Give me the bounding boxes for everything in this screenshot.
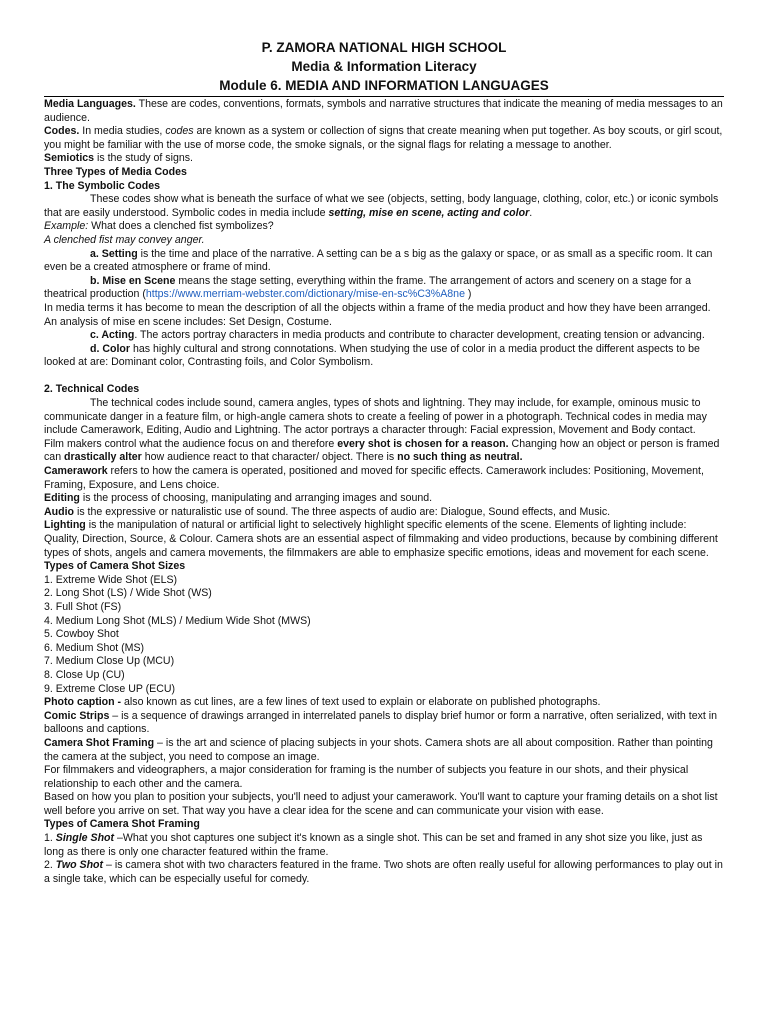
document-body [44, 98, 724, 886]
term-two-shot: Two Shot [55, 859, 104, 872]
list-item: 4. Medium Long Shot (MLS) / Medium Wide Shot (MWS) [44, 614, 311, 627]
merriam-webster-link[interactable]: https://www.merriam-webster.com/dictionary/mise-en-sc%C3%A8ne [145, 288, 465, 301]
list-item: 6. Medium Shot (MS) [44, 641, 145, 654]
shot-sizes-list [44, 574, 724, 696]
term-semiotics: Semiotics [44, 152, 95, 165]
term-color: d. Color [90, 342, 131, 355]
term-mise-en-scene: b. Mise en Scene [90, 274, 176, 287]
shot-framing-paragraph: Camera Shot Framing – is the art and science of placing subjects in your shots. Camera shots are all about composition. Rather than pointing the camera at the subject, you need to compose an image. [44, 736, 713, 763]
example-answer: A clenched fist may convey anger. [44, 233, 205, 246]
mise-en-scene-more: In media terms it has become to mean the description of all the objects within a frame of the media product and how they have been arranged. An analysis of mise en scene includes: Set Design, Costume. [44, 301, 711, 328]
list-item: 1. Extreme Wide Shot (ELS) [44, 573, 178, 586]
camerawork-paragraph: Camerawork refers to how the camera is operated, positioned and moved for specific effects. Camerawork includes: Positioning, Movement, Framing, Exposure, and Lens choice. [44, 465, 704, 491]
list-item: 8. Close Up (CU) [44, 668, 125, 681]
list-item: 9. Extreme Close UP (ECU) [44, 682, 176, 695]
heading-framing-types: Types of Camera Shot Framing [44, 818, 200, 831]
subject-title: Media & Information Literacy [291, 59, 477, 74]
symbolic-codes-paragraph: These codes show what is beneath the surface of what we see (objects, setting, body language, clothing, color, etc.) or iconic symbols that are easily understood. Symbolic codes in media include setting, mise en scene, acting and color. [44, 193, 719, 219]
list-item: 2. Long Shot (LS) / Wide Shot (WS) [44, 587, 212, 600]
term-single-shot: Single Shot [55, 832, 115, 845]
term-setting: a. Setting [90, 247, 138, 260]
list-item: 5. Cowboy Shot [44, 628, 119, 641]
list-item: 3. Full Shot (FS) [44, 600, 122, 613]
film-makers-paragraph: Film makers control what the audience focus on and therefore every shot is chosen for a reason. Changing how an object or person is framed can drastically alter how audience react to that character/ object. There is no such thing as neutral. [44, 437, 720, 464]
two-shot-paragraph: 2. Two Shot – is camera shot with two characters featured in the frame. Two shots are often really useful for allowing performances to play out in a single take, which can be especially useful for comedy. [44, 859, 723, 885]
single-shot-paragraph: 1. Single Shot –What you shot captures one subject it's known as a single shot. This can be set and framed in any shot size you like, just as long as there is only one character featured within the frame. [44, 832, 703, 858]
audio-paragraph: Audio is the expressive or naturalistic use of sound. The three aspects of audio are: Dialogue, Sound effects, and Music. [44, 505, 611, 518]
spacer [44, 370, 724, 384]
comic-strips-paragraph: Comic Strips – is a sequence of drawings arranged in interrelated panels to display brief humor or form a narrative, often serialized, with text in balloons and captions. [44, 709, 718, 736]
codes-paragraph: Codes. In media studies, codes are known as a system or collection of signs that create meaning when put together. As boy scouts, or girl scout, you might be familiar with the use of morse code, the smoke signals, or the signal flags for relating a message to another. [44, 125, 723, 151]
term-acting: c. Acting [90, 329, 135, 342]
editing-paragraph: Editing is the process of choosing, manipulating and arranging images and sound. [44, 492, 433, 505]
term-codes: Codes. [44, 125, 80, 138]
term-editing: Editing [44, 492, 80, 505]
term-camerawork: Camerawork [44, 465, 108, 478]
list-item: 7. Medium Close Up (MCU) [44, 655, 175, 668]
term-comic-strips: Comic Strips [44, 709, 110, 722]
term-audio: Audio [44, 505, 75, 518]
framing-paragraph-3: Based on how you plan to position your subjects, you'll need to adjust your camerawork. You'll want to capture your framing details on a shot list well before you arrive on set. That way you have a clear idea for the scene and can communicate your vision with ease. [44, 791, 718, 817]
school-name: P. ZAMORA NATIONAL HIGH SCHOOL [261, 40, 507, 55]
photo-caption-paragraph: Photo caption - also known as cut lines, are a few lines of text used to explain or elaborate on published photographs. [44, 696, 601, 709]
lighting-paragraph: Lighting is the manipulation of natural or artificial light to selectively highlight specific elements of the scene. Elements of lighting include: Quality, Direction, Source, & Colour. Camera shots are an essential aspect of filmmaking and video productions, because by combining different types of shots, angels and camera movements, the filmmakers are able to emphasize specific emotions, ideas and movement for each scene. [44, 519, 718, 559]
heading-symbolic-codes: 1. The Symbolic Codes [44, 179, 160, 192]
heading-three-types: Three Types of Media Codes [44, 165, 187, 178]
mise-en-scene-paragraph: b. Mise en Scene means the stage setting, everything within the frame. The arrangement of actors and scenery on a stage for a theatrical production (https://www.merriam-webster.com/dictionary/mise-en-sc%C3%A8ne ) [44, 274, 692, 301]
header-divider [44, 96, 724, 97]
setting-paragraph: a. Setting is the time and place of the narrative. A setting can be a s big as the galaxy or space, or as small as a specific room. It can even be a created atmosphere or frame of mind. [44, 247, 713, 274]
example-question: Example: What does a clenched fist symbolizes? [44, 220, 274, 233]
term-shot-framing: Camera Shot Framing [44, 736, 155, 749]
heading-technical-codes: 2. Technical Codes [44, 383, 140, 396]
document-page [44, 38, 724, 886]
term-media-languages: Media Languages. [44, 98, 136, 110]
technical-codes-paragraph: The technical codes include sound, camera angles, types of shots and lightning. They may include, for example, ominous music to communicate danger in a feature film, or high-angle camera shots to create a feeling of power in a photograph. Technical codes in media may include Camerawork, Editing, Audio and Lightning. The actor portrays a character through: Facial expression, Movement and Body contact. [44, 397, 707, 437]
term-photo-caption: Photo caption - [44, 696, 122, 709]
acting-paragraph: c. Acting. The actors portray characters in media products and contribute to character development, creating tension or advancing. [90, 329, 705, 342]
color-paragraph: d. Color has highly cultural and strong connotations. When studying the use of color in a media product the different aspects to be looked at are: Dominant color, Contrasting foils, and Color Symbolism. [44, 342, 700, 369]
media-languages-paragraph: Media Languages. These are codes, conventions, formats, symbols and narrative structures that indicate the meaning of media messages to an audience. [44, 98, 723, 124]
module-title: Module 6. MEDIA AND INFORMATION LANGUAGES [219, 78, 549, 93]
framing-paragraph-2: For filmmakers and videographers, a major consideration for framing is the number of subjects you feature in our shots, and their physical relationship to each other and the camera. [44, 764, 689, 790]
heading-shot-sizes: Types of Camera Shot Sizes [44, 560, 186, 573]
term-lighting: Lighting [44, 519, 86, 532]
semiotics-paragraph: Semiotics is the study of signs. [44, 152, 193, 165]
